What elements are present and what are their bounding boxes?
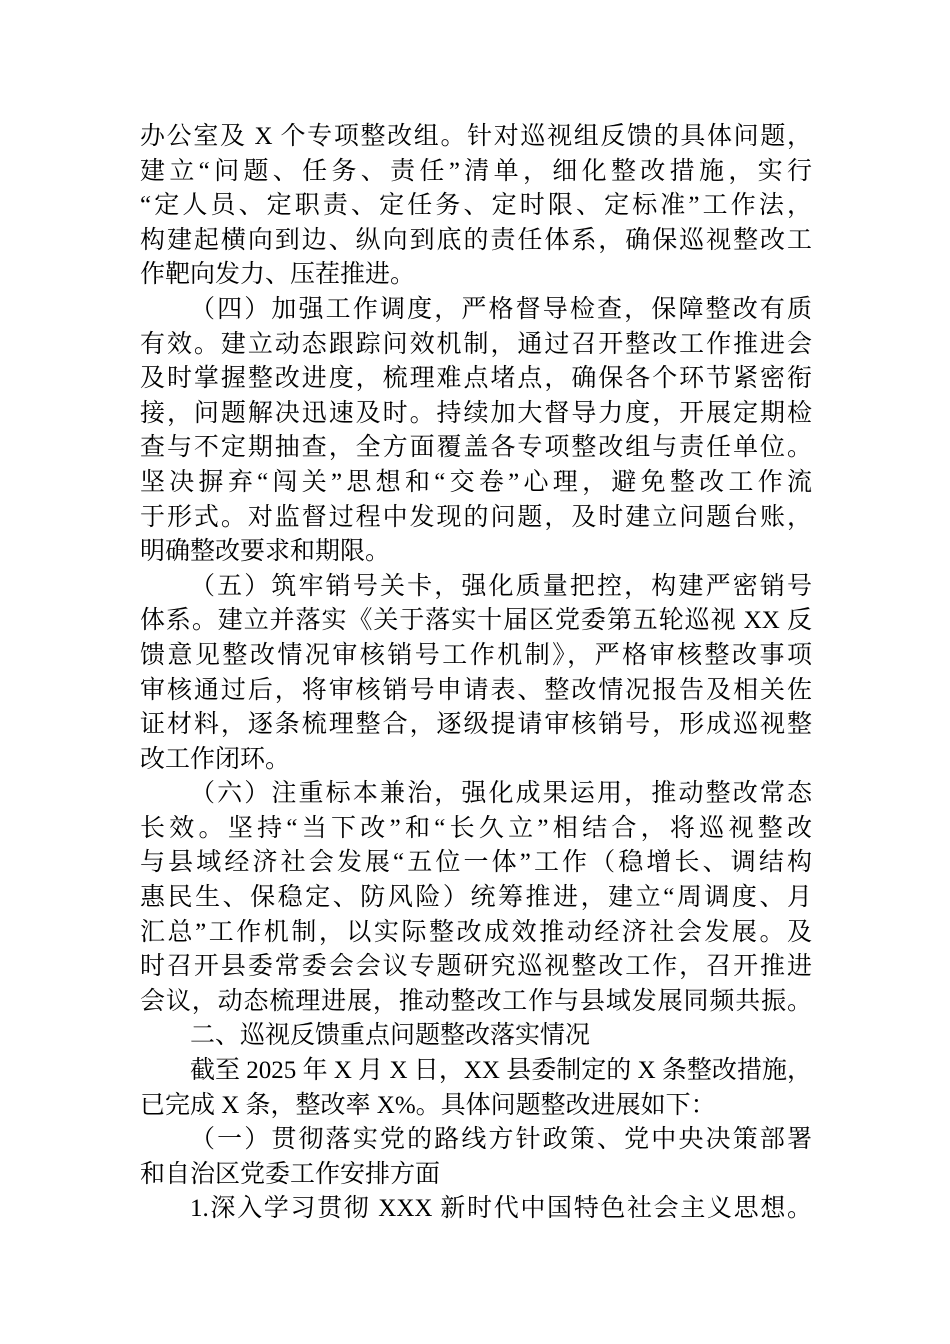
section-heading: 二、巡视反馈重点问题整改落实情况 bbox=[190, 1022, 591, 1050]
paragraph bbox=[140, 777, 812, 1019]
paragraph-line: （四）加强工作调度，严格督导检查，保障整改有质 bbox=[190, 295, 812, 323]
paragraph-line: 汇总”工作机制，以实际整改成效推动经济社会发展。及 bbox=[140, 918, 812, 946]
paragraph-line: （六）注重标本兼治，强化成果运用，推动整改常态 bbox=[190, 780, 812, 808]
paragraph bbox=[140, 293, 812, 570]
paragraph-line: 坚决摒弃“闯关”思想和“交卷”心理，避免整改工作流 bbox=[140, 468, 812, 496]
paragraph-line: 馈意见整改情况审核销号工作机制》，严格审核整改事项 bbox=[140, 641, 812, 669]
paragraph-line: 查与不定期抽查，全方面覆盖各专项整改组与责任单位。 bbox=[140, 434, 812, 462]
paragraph-line: 审核通过后，将审核销号申请表、整改情况报告及相关佐 bbox=[140, 676, 812, 704]
paragraph bbox=[140, 120, 812, 293]
paragraph-line: 长效。坚持“当下改”和“长久立”相结合，将巡视整改 bbox=[140, 814, 812, 842]
paragraph bbox=[140, 1192, 812, 1227]
document-text-block bbox=[140, 120, 812, 1227]
paragraph-line: 办公室及 X 个专项整改组。针对巡视组反馈的具体问题， bbox=[140, 123, 812, 150]
paragraph-line: 及时掌握整改进度，梳理难点堵点，确保各个环节紧密衔 bbox=[140, 365, 812, 393]
paragraph-line: （五）筑牢销号关卡，强化质量把控，构建严密销号 bbox=[190, 572, 812, 600]
paragraph-line: 和自治区党委工作安排方面 bbox=[140, 1160, 441, 1188]
paragraph-line: 时召开县委常委会会议专题研究巡视整改工作，召开推进 bbox=[140, 953, 812, 981]
paragraph-line: （一）贯彻落实党的路线方针政策、党中央决策部署 bbox=[190, 1126, 812, 1154]
paragraph-line: 作靶向发力、压茬推进。 bbox=[140, 261, 416, 289]
paragraph bbox=[140, 1123, 812, 1192]
paragraph-line: 改工作闭环。 bbox=[140, 745, 291, 773]
paragraph-line: 于形式。对监督过程中发现的问题，及时建立问题台账， bbox=[140, 503, 812, 531]
paragraph-line: 截至 2025 年 X 月 X 日，XX 县委制定的 X 条整改措施， bbox=[190, 1057, 812, 1085]
paragraph-line: 与县域经济社会发展“五位一体”工作（稳增长、调结构 bbox=[140, 849, 812, 877]
paragraph bbox=[140, 1054, 812, 1123]
paragraph bbox=[140, 1019, 812, 1054]
paragraph-line: 会议，动态梳理进展，推动整改工作与县域发展同频共振。 bbox=[140, 987, 812, 1015]
paragraph-line: 已完成 X 条，整改率 X%。具体问题整改进展如下： bbox=[140, 1091, 716, 1119]
paragraph-line: “定人员、定职责、定任务、定时限、定标准”工作法， bbox=[140, 192, 812, 220]
paragraph-line: 构建起横向到边、纵向到底的责任体系，确保巡视整改工 bbox=[140, 226, 812, 254]
paragraph-line: 1.深入学习贯彻 XXX 新时代中国特色社会主义思想。 bbox=[190, 1195, 812, 1223]
paragraph-line: 建立“问题、任务、责任”清单，细化整改措施，实行 bbox=[140, 157, 812, 185]
paragraph-line: 证材料，逐条梳理整合，逐级提请审核销号，形成巡视整 bbox=[140, 711, 812, 739]
paragraph-line: 接，问题解决迅速及时。持续加大督导力度，开展定期检 bbox=[140, 399, 812, 427]
paragraph bbox=[140, 570, 812, 778]
paragraph-line: 有效。建立动态跟踪问效机制，通过召开整改工作推进会 bbox=[140, 330, 812, 358]
paragraph-line: 明确整改要求和期限。 bbox=[140, 538, 391, 566]
paragraph-line: 体系。建立并落实《关于落实十届区党委第五轮巡视 XX 反 bbox=[140, 607, 812, 635]
paragraph-line: 惠民生、保稳定、防风险）统筹推进，建立“周调度、月 bbox=[140, 884, 812, 912]
